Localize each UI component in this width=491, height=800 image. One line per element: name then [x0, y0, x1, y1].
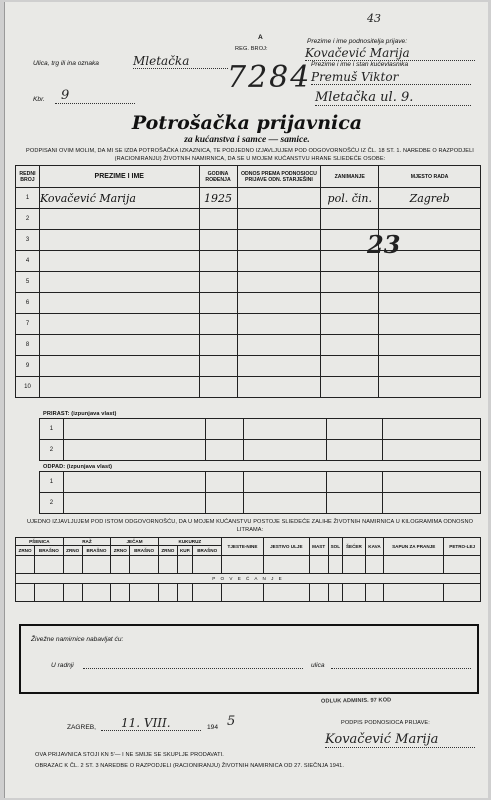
store-street-line [331, 668, 471, 669]
cell-empty [243, 472, 327, 493]
stock-subheader: BRAŠNO [82, 546, 111, 556]
departure-label: ODPAD: (izpunjava vlast) [43, 464, 113, 470]
footer-date: 11. VIII. [101, 716, 201, 731]
stock-value-cell [111, 584, 130, 602]
stamp-mark: 23 [367, 230, 401, 259]
stock-value-cell [309, 584, 328, 602]
store-label: Živežne namirnice nabavljat ću: [31, 636, 124, 643]
cell-no: 5 [16, 272, 40, 293]
stock-value-cell [384, 556, 444, 574]
cell-job [321, 335, 379, 356]
cell-job [321, 293, 379, 314]
stock-value-cell [342, 584, 365, 602]
group-rye: RAŽ [63, 538, 111, 546]
stock-value-cell [384, 584, 444, 602]
col-pasta: TJESTE-NINE [221, 538, 263, 556]
cell-empty [327, 472, 383, 493]
cell-year [199, 356, 237, 377]
cell-relation [237, 293, 321, 314]
stock-value-cell [35, 584, 64, 602]
cell-no: 10 [16, 377, 40, 398]
table-row [40, 440, 481, 461]
stamp-text: ODLUK ADMINIS. 97 KOD [320, 697, 392, 705]
stock-value-cell [264, 556, 310, 574]
stock-value-cell [365, 584, 383, 602]
cell-place [379, 314, 481, 335]
signature: Kovačević Marija [325, 732, 475, 748]
landlord-address: Mletačka ul. 9. [315, 90, 471, 106]
table-row [40, 493, 481, 514]
cell-place [379, 272, 481, 293]
col-header-name: PREZIME I IME [39, 166, 199, 188]
footer-note-1: OVA PRIJAVNICA STOJI KN 5'— I NE SMIJE SE SKUPLJE PRODAVATI. [35, 752, 224, 758]
cell-empty [63, 419, 205, 440]
cell-name [39, 293, 199, 314]
cell-relation [237, 188, 321, 209]
cell-relation [237, 209, 321, 230]
cell-year [199, 293, 237, 314]
stock-value-cell [177, 556, 193, 574]
col-header-year: GODINA ROĐENJA [199, 166, 237, 188]
cell-no: 3 [16, 230, 40, 251]
cell-empty [205, 440, 243, 461]
cell-empty [383, 472, 481, 493]
table-row [16, 230, 481, 251]
street-label: Ulica, trg ili ina oznaka [33, 60, 99, 67]
cell-place [379, 293, 481, 314]
cell-job [321, 272, 379, 293]
cell-no: 1 [16, 188, 40, 209]
table-row [16, 272, 481, 293]
footer-year-prefix: 194 [207, 724, 219, 731]
footer-place: ZAGREB, [67, 724, 96, 731]
col-oil: JESTIVO ULJE [264, 538, 310, 556]
stock-subheader: BRAŠNO [130, 546, 159, 556]
stock-table [15, 537, 481, 602]
cell-place [379, 377, 481, 398]
stock-value-cell [35, 556, 64, 574]
table-row [16, 293, 481, 314]
cell-name [39, 335, 199, 356]
top-right-mark: 43 [367, 12, 381, 25]
form-letter: A [258, 34, 263, 41]
cell-place [379, 209, 481, 230]
cell-no: 2 [40, 440, 64, 461]
stock-value-cell [221, 584, 263, 602]
stock-subheader: KUP. [177, 546, 193, 556]
cell-empty [205, 472, 243, 493]
street-value: Mletačka [133, 54, 228, 69]
table-row [16, 188, 481, 209]
departure-table [39, 471, 481, 514]
cell-no: 6 [16, 293, 40, 314]
stock-value-cell [444, 584, 481, 602]
increase-label: P O V E Ć A N J E [16, 574, 481, 584]
group-corn: KUKURUZ [158, 538, 221, 546]
applicant-value: Kovačević Marija [305, 46, 475, 61]
stock-value-cell [221, 556, 263, 574]
cell-empty [205, 493, 243, 514]
stock-value-cell [193, 556, 222, 574]
intro-statement: PODPISANI OVIM MOLIM, DA MI SE IZDA POTROŠAČKA IZKAZNICA, TE PODJEDNO IZJAVLJUJEM POD ODGOVORNOŠĆU IZ ČL. 18 ST. 1. NAREDBE O RAZPODJELI (RACIONIRANJU) ŽIVOTNIH NAMIRNICA, DA SE U MOJEM KUĆANSTVU HRANE SLIEDEĆE OSOBE: [26, 148, 474, 162]
shop-line [83, 668, 303, 669]
stock-value-cell [16, 556, 35, 574]
cell-year [199, 230, 237, 251]
stock-value-cell [328, 556, 342, 574]
stock-value-cell [130, 556, 159, 574]
cell-relation [237, 335, 321, 356]
house-value: 9 [55, 88, 135, 104]
stock-value-cell [82, 556, 111, 574]
table-row [40, 419, 481, 440]
cell-no: 8 [16, 335, 40, 356]
table-row [16, 251, 481, 272]
stock-subheader: BRAŠNO [35, 546, 64, 556]
cell-year: 1925 [199, 188, 237, 209]
cell-empty [243, 419, 327, 440]
reg-label: REG. BROJ: [235, 46, 268, 52]
col-header-job: ZANIMANJE [321, 166, 379, 188]
cell-place [379, 356, 481, 377]
table-row [16, 209, 481, 230]
applicant-label: Prezime i ime podnositelja prijave: [307, 38, 408, 45]
cell-relation [237, 356, 321, 377]
cell-empty [205, 419, 243, 440]
table-row [16, 314, 481, 335]
cell-name [39, 272, 199, 293]
cell-no: 1 [40, 419, 64, 440]
cell-no: 2 [16, 209, 40, 230]
cell-no: 1 [40, 472, 64, 493]
stock-value-cell [444, 556, 481, 574]
col-header-no: REDNI BROJ [16, 166, 40, 188]
table-row [16, 377, 481, 398]
table-row [40, 472, 481, 493]
arrival-label: PRIRAST: (izpunjava vlast) [43, 411, 117, 417]
cell-relation [237, 314, 321, 335]
signature-label: PODPIS PODNOSIOCA PRIJAVE: [341, 720, 430, 726]
cell-relation [237, 251, 321, 272]
cell-empty [383, 493, 481, 514]
stock-value-cell [16, 584, 35, 602]
col-header-place: MJESTO RADA [379, 166, 481, 188]
col-salt: SOL [328, 538, 342, 556]
col-coffee: KAVA [365, 538, 383, 556]
cell-empty [327, 440, 383, 461]
cell-empty [243, 440, 327, 461]
stock-value-cell [309, 556, 328, 574]
cell-name [39, 314, 199, 335]
stock-subheader: ZRNO [158, 546, 177, 556]
stock-subheader: ZRNO [63, 546, 82, 556]
landlord-label: Prezime i ime i stan kućevlasnika [311, 61, 409, 68]
stock-value-cell [264, 584, 310, 602]
footer-year-digit: 5 [227, 714, 236, 729]
cell-job: pol. čin. [321, 188, 379, 209]
store-box [19, 624, 479, 694]
reg-number: 7284 [227, 60, 312, 95]
cell-empty [383, 440, 481, 461]
stock-value-cell [342, 556, 365, 574]
col-petroleum: PETRO-LEJ [444, 538, 481, 556]
store-street-label: ulica [311, 662, 325, 669]
landlord-value: Premuš Viktor [311, 70, 471, 85]
cell-name [39, 377, 199, 398]
cell-job [321, 377, 379, 398]
house-label: Kbr. [33, 96, 45, 103]
cell-relation [237, 272, 321, 293]
cell-year [199, 209, 237, 230]
arrival-table [39, 418, 481, 461]
stock-value-cell [130, 584, 159, 602]
stock-subheader: ZRNO [111, 546, 130, 556]
cell-empty [63, 440, 205, 461]
cell-name [39, 230, 199, 251]
stock-subheader: BRAŠNO [193, 546, 222, 556]
cell-empty [383, 419, 481, 440]
cell-name [39, 251, 199, 272]
cell-year [199, 377, 237, 398]
cell-relation [237, 377, 321, 398]
persons-table [15, 165, 481, 398]
stock-value-cell [158, 584, 177, 602]
form-title: Potrošačka prijavnica [131, 112, 363, 134]
col-lard: MAST [309, 538, 328, 556]
stock-value-cell [365, 556, 383, 574]
cell-place: Zagreb [379, 188, 481, 209]
cell-no: 4 [16, 251, 40, 272]
stock-statement: UJEDNO IZJAVLJUJEM POD ISTOM ODGOVORNOŠĆU, DA U MOJEM KUĆANSTVU POSTOJE SLIEDEĆE ZALIHE ŽIVOTNIH NAMIRNICA U KILOGRAMIMA ODNOSNO LITRAMA: [26, 519, 474, 533]
table-row [16, 335, 481, 356]
col-sugar: ŠEĆER [342, 538, 365, 556]
stock-value-cell [63, 584, 82, 602]
cell-job [321, 356, 379, 377]
form-paper [4, 2, 488, 798]
stock-value-cell [328, 584, 342, 602]
cell-place [379, 335, 481, 356]
stock-value-cell [82, 584, 111, 602]
col-header-relation: ODNOS PREMA PODNOSIOCU PRIJAVE ODN. STARJEŠINI [237, 166, 321, 188]
cell-name [39, 209, 199, 230]
footer-note-2: OBRAZAC K ČL. 2 ST. 3 NAREDBE O RAZPODJELI (RACIONIRANJU) ŽIVOTNIH NAMIRNICA OD 27. SIEČNJA 1941. [35, 763, 345, 769]
stock-value-cell [111, 556, 130, 574]
stock-value-cell [193, 584, 222, 602]
shop-label: U radnji [51, 662, 74, 669]
table-row [16, 356, 481, 377]
cell-year [199, 272, 237, 293]
stock-value-cell [63, 556, 82, 574]
cell-relation [237, 230, 321, 251]
cell-empty [243, 493, 327, 514]
cell-no: 9 [16, 356, 40, 377]
stock-subheader: ZRNO [16, 546, 35, 556]
stock-value-cell [158, 556, 177, 574]
cell-name [39, 356, 199, 377]
group-barley: JEČAM [111, 538, 159, 546]
cell-year [199, 335, 237, 356]
col-soap: SAPUN ZA PRANJE [384, 538, 444, 556]
cell-no: 7 [16, 314, 40, 335]
cell-year [199, 314, 237, 335]
cell-job [321, 209, 379, 230]
cell-no: 2 [40, 493, 64, 514]
cell-empty [63, 493, 205, 514]
cell-empty [327, 493, 383, 514]
cell-name: Kovačević Marija [39, 188, 199, 209]
group-wheat: PŠENICA [16, 538, 64, 546]
form-subtitle: za kućanstva i samce — samice. [184, 135, 310, 145]
stock-value-cell [177, 584, 193, 602]
cell-year [199, 251, 237, 272]
cell-empty [63, 472, 205, 493]
cell-empty [327, 419, 383, 440]
cell-job [321, 314, 379, 335]
